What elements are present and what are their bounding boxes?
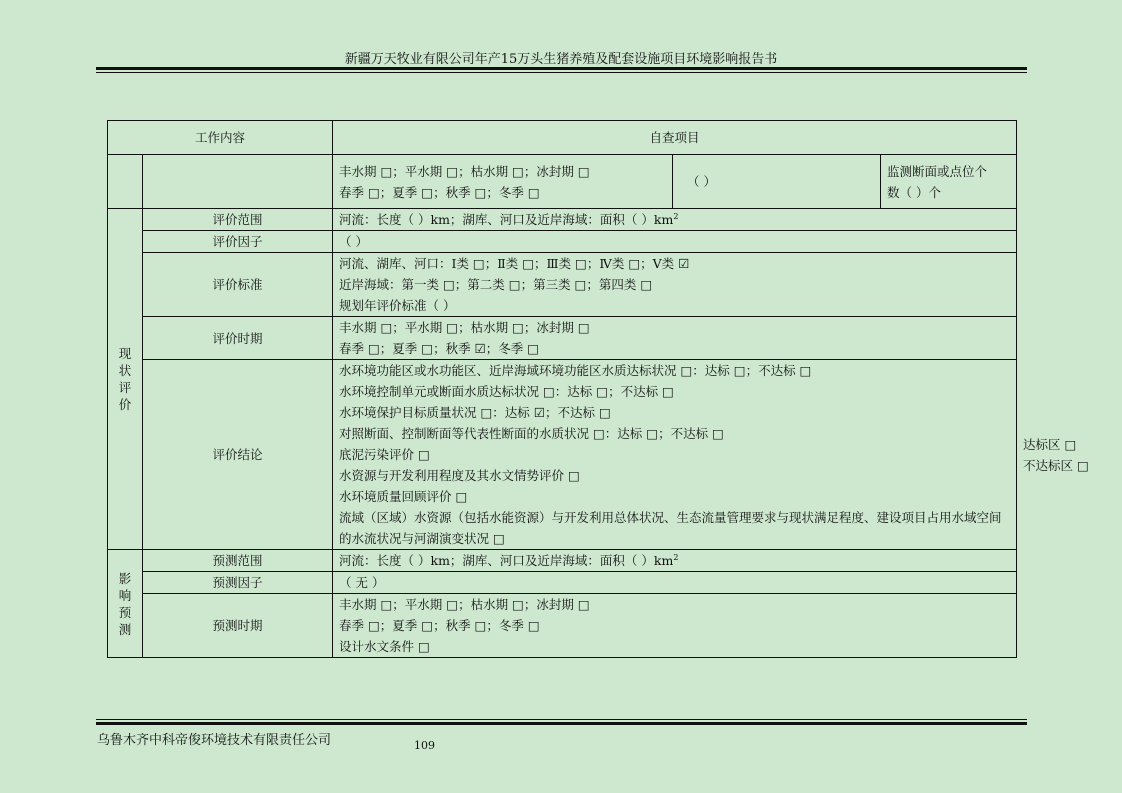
period-line-2: 春季 □；夏季 □；秋季 ☑；冬季 □ — [339, 341, 540, 356]
header-rule-thin — [96, 72, 1027, 73]
period-cell — [333, 317, 1017, 360]
monitor-line-2: 数（ ）个 — [887, 184, 941, 200]
footer-company: 乌鲁木齐中科帝俊环境技术有限责任公司 — [97, 733, 332, 748]
conclusion-line: 水环境保护目标质量状况 □：达标 ☑；不达标 □ — [339, 405, 611, 420]
scope-label: 评价范围 — [143, 209, 333, 231]
scope-cell — [333, 209, 1017, 231]
top-periods: 丰水期 □；平水期 □；枯水期 □；冰封期 □ — [339, 163, 590, 179]
table-row-conclusion: 评价结论 水环境功能区或水功能区、近岸海域环境功能区水质达标状况 □：达标 □；不达标 □ 水环境控制单元或断面水质达标状况 □：达标 □；不达标 □ 水环境保护目标质量状况 □：达标 ☑；不达标 □ 对照断面、控制断面等代表性断面的水质状况 □：达标 □；不达标 □ 底泥污染评价 □ 水资源与开发利用程度及其水文情势评价 □ 水环境质量回顾评价 □ 流域（区域）水资源（包括水能资源）与开发利用总体状况、生态流量管理要求与现状满足程度、建设项目占用水域空间的水流状况与河湖演变状况 □ 达标区 □ 不达标区 □ — [108, 360, 1017, 550]
scope-sup: 2 — [673, 211, 679, 221]
monitor-line-1: 监测断面或点位个 — [887, 163, 988, 179]
standard-label: 评价标准 — [143, 253, 333, 317]
table-row-standard — [108, 253, 1017, 317]
pred-factor-label: 预测因子 — [143, 572, 333, 594]
standard-line-2: 近岸海域：第一类 □；第二类 □；第三类 □；第四类 □ — [339, 277, 653, 292]
footer-rule-thin — [96, 719, 1027, 720]
top-seasons: 春季 □；夏季 □；秋季 □；冬季 □ — [339, 184, 540, 200]
conclusion-line: 水资源与开发利用程度及其水文情势评价 □ — [339, 468, 580, 483]
table-row-pred-scope — [108, 550, 1017, 572]
pred-period-line-2: 春季 □；夏季 □；秋季 □；冬季 □ — [339, 618, 540, 633]
factor-label: 评价因子 — [143, 231, 333, 253]
conclusion-label: 评价结论 — [143, 360, 333, 550]
table-row-factor — [108, 231, 1017, 253]
footer-rule-thick — [96, 722, 1027, 725]
table-row-period — [108, 317, 1017, 360]
pred-period-line-1: 丰水期 □；平水期 □；枯水期 □；冰封期 □ — [339, 597, 590, 612]
conclusion-line: 对照断面、控制断面等代表性断面的水质状况 □：达标 □；不达标 □ — [339, 426, 724, 441]
top-periods-cell — [333, 155, 673, 209]
standard-line-1: 河流、湖库、河口：Ⅰ类 □；Ⅱ类 □；Ⅲ类 □；Ⅳ类 □；Ⅴ类 ☑ — [339, 256, 690, 271]
table-row-pred-factor — [108, 572, 1017, 594]
conclusion-line: 水环境功能区或水功能区、近岸海域环境功能区水质达标状况 □：达标 □；不达标 □ — [339, 363, 812, 378]
section-current-label: 现状评价 — [118, 346, 132, 412]
conclusion-line: 流域（区域）水资源（包括水能资源）与开发利用总体状况、生态流量管理要求与现状满足程度、建设项目占用水域空间的水流状况与河湖演变状况 □ — [339, 510, 1002, 546]
standard-cell — [333, 253, 1017, 317]
table-row-top — [108, 155, 1017, 209]
pred-scope-sup: 2 — [673, 552, 679, 562]
section-current-cell — [108, 209, 143, 550]
self-check-table — [107, 120, 1089, 658]
col-header-items: 自查项目 — [333, 121, 1017, 155]
table-header-row — [108, 121, 1017, 155]
conclusion-line: 底泥污染评价 □ — [339, 447, 430, 462]
col-header-work: 工作内容 — [108, 121, 333, 155]
conclusion-cell — [333, 360, 1017, 550]
pred-scope-cell — [333, 550, 1017, 572]
empty-cell — [108, 155, 143, 209]
pred-scope-text: 河流：长度（ ）km；湖库、河口及近岸海域：面积（ ）km — [339, 553, 674, 568]
table-row-scope — [108, 209, 1017, 231]
pred-scope-label: 预测范围 — [143, 550, 333, 572]
scope-text: 河流：长度（ ）km；湖库、河口及近岸海域：面积（ ）km — [339, 212, 674, 227]
pred-period-line-3: 设计水文条件 □ — [339, 639, 430, 654]
section-predict-cell — [108, 550, 143, 658]
empty-cell — [143, 155, 333, 209]
standard-line-3: 规划年评价标准（ ） — [339, 298, 456, 313]
page-number: 109 — [414, 739, 435, 752]
page-header-title: 新疆万天牧业有限公司年产15万头生猪养殖及配套设施项目环境影响报告书 — [344, 52, 778, 67]
period-label: 评价时期 — [143, 317, 333, 360]
conclusion-line: 水环境控制单元或断面水质达标状况 □：达标 □；不达标 □ — [339, 384, 674, 399]
pred-period-label: 预测时期 — [143, 594, 333, 658]
pred-factor-text: （ 无 ） — [333, 572, 1017, 594]
section-predict-label: 影响预测 — [118, 570, 132, 637]
header-rule-thick — [96, 67, 1027, 70]
table-row-pred-period — [108, 594, 1017, 658]
factor-text: （ ） — [333, 231, 1017, 253]
top-monitor-cell — [881, 155, 1017, 209]
top-paren: （ ） — [673, 155, 881, 209]
pred-period-cell — [333, 594, 1017, 658]
period-line-1: 丰水期 □；平水期 □；枯水期 □；冰封期 □ — [339, 320, 590, 335]
conclusion-line: 水环境质量回顾评价 □ — [339, 489, 468, 504]
